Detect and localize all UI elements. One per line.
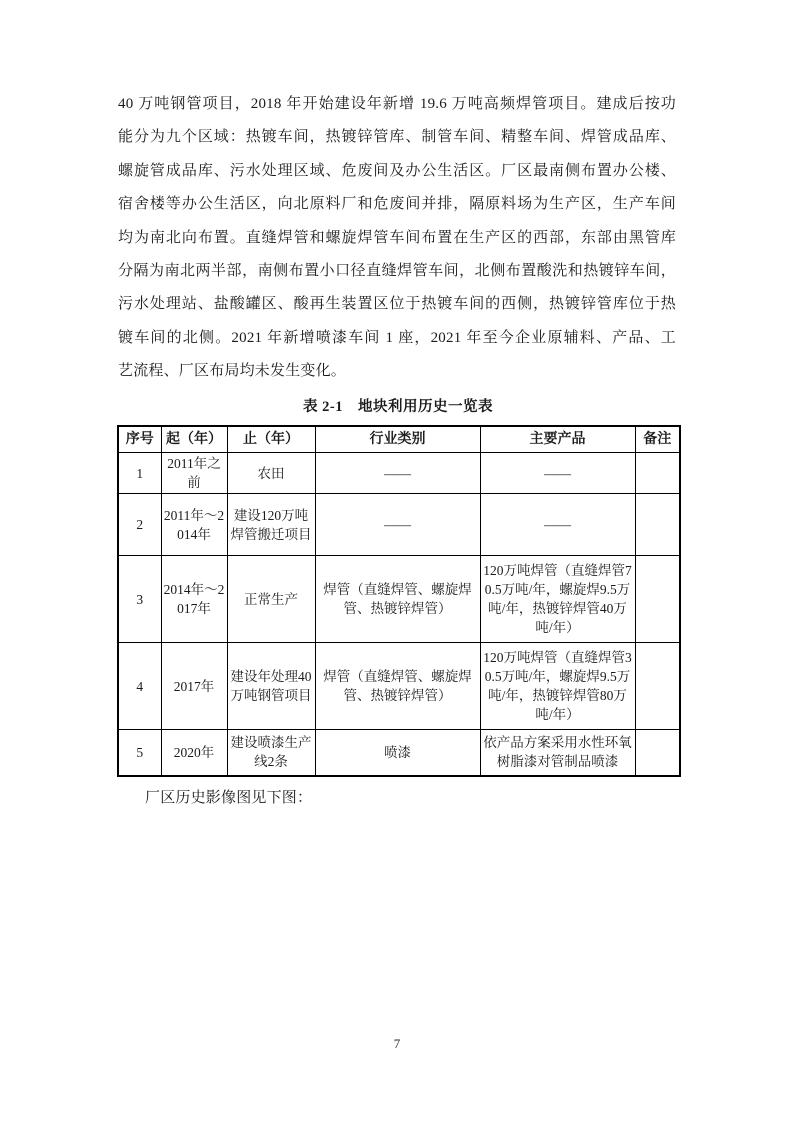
paragraph-line: 艺流程、厂区布局均未发生变化。 <box>118 363 347 380</box>
paragraph-line: 宿舍楼等办公生活区，向北原料厂和危废间并排，隔原料场为生产区，生产车间 <box>118 196 676 213</box>
cell-seq: 5 <box>118 730 161 776</box>
cell-end-year: 建设120万吨焊管搬迁项目 <box>227 494 315 556</box>
table-row <box>118 730 680 776</box>
paragraph-line: 能分为九个区域：热镀车间，热镀锌管库、制管车间、精整车间、焊管成品库、 <box>118 129 676 146</box>
cell-note <box>635 494 680 556</box>
intro-paragraph <box>118 88 676 389</box>
cell-main-products: 依产品方案采用水性环氧树脂漆对管制品喷漆 <box>480 730 635 776</box>
figure-reference-text: 厂区历史影像图见下图： <box>145 789 313 806</box>
table-header-row <box>118 426 680 453</box>
cell-industry: 焊管（直缝焊管、螺旋焊管、热镀锌焊管） <box>315 556 480 643</box>
cell-main-products: 120万吨焊管（直缝焊管30.5万吨/年，螺旋焊9.5万吨/年，热镀锌焊管80万吨/年） <box>480 643 635 730</box>
cell-seq: 4 <box>118 643 161 730</box>
column-header-seq: 序号 <box>118 426 161 453</box>
cell-end-year: 建设年处理40万吨钢管项目 <box>227 643 315 730</box>
cell-end-year: 建设喷漆生产线2条 <box>227 730 315 776</box>
paragraph-line: 40 万吨钢管项目，2018 年开始建设年新增 19.6 万吨高频焊管项目。建成后按功 <box>118 96 676 112</box>
page-number: 7 <box>393 1036 401 1051</box>
cell-main-products: —— <box>480 494 635 556</box>
cell-seq: 1 <box>118 453 161 494</box>
cell-start-year: 2011年之前 <box>161 453 227 494</box>
column-header-industry: 行业类别 <box>315 426 480 453</box>
land-use-history-table <box>117 425 681 777</box>
column-header-main-products: 主要产品 <box>480 426 635 453</box>
cell-start-year: 2011年～2014年 <box>161 494 227 556</box>
cell-main-products: 120万吨焊管（直缝焊管70.5万吨/年，螺旋焊9.5万吨/年，热镀锌焊管40万吨/年） <box>480 556 635 643</box>
table-row <box>118 556 680 643</box>
table-row <box>118 643 680 730</box>
table-row <box>118 494 680 556</box>
table-caption: 表 2-1 地块利用历史一览表 <box>303 398 493 415</box>
cell-end-year: 农田 <box>227 453 315 494</box>
cell-industry: 焊管（直缝焊管、螺旋焊管、热镀锌焊管） <box>315 643 480 730</box>
column-header-start-year: 起（年） <box>161 426 227 453</box>
document-page <box>118 88 678 810</box>
paragraph-line: 镀车间的北侧。2021 年新增喷漆车间 1 座，2021 年至今企业原辅料、产品、工 <box>118 329 676 346</box>
cell-industry: —— <box>315 494 480 556</box>
paragraph-line: 分隔为南北两半部，南侧布置小口径直缝焊管车间，北侧布置酸洗和热镀锌车间， <box>118 262 676 279</box>
cell-seq: 3 <box>118 556 161 643</box>
cell-start-year: 2014年～2017年 <box>161 556 227 643</box>
cell-seq: 2 <box>118 494 161 556</box>
column-header-end-year: 止（年） <box>227 426 315 453</box>
paragraph-line: 污水处理站、盐酸罐区、酸再生装置区位于热镀车间的西侧，热镀锌管库位于热 <box>118 296 676 313</box>
cell-end-year: 正常生产 <box>227 556 315 643</box>
cell-note <box>635 556 680 643</box>
cell-industry: 喷漆 <box>315 730 480 776</box>
cell-start-year: 2017年 <box>161 643 227 730</box>
cell-note <box>635 730 680 776</box>
cell-main-products: —— <box>480 453 635 494</box>
cell-start-year: 2020年 <box>161 730 227 776</box>
cell-note <box>635 643 680 730</box>
column-header-note: 备注 <box>635 426 680 453</box>
cell-industry: —— <box>315 453 480 494</box>
cell-note <box>635 453 680 494</box>
paragraph-line: 均为南北向布置。直缝焊管和螺旋焊管车间布置在生产区的西部，东部由黑管库 <box>118 229 676 246</box>
paragraph-line: 螺旋管成品库、污水处理区域、危废间及办公生活区。厂区最南侧布置办公楼、 <box>118 162 676 179</box>
table-row <box>118 453 680 494</box>
